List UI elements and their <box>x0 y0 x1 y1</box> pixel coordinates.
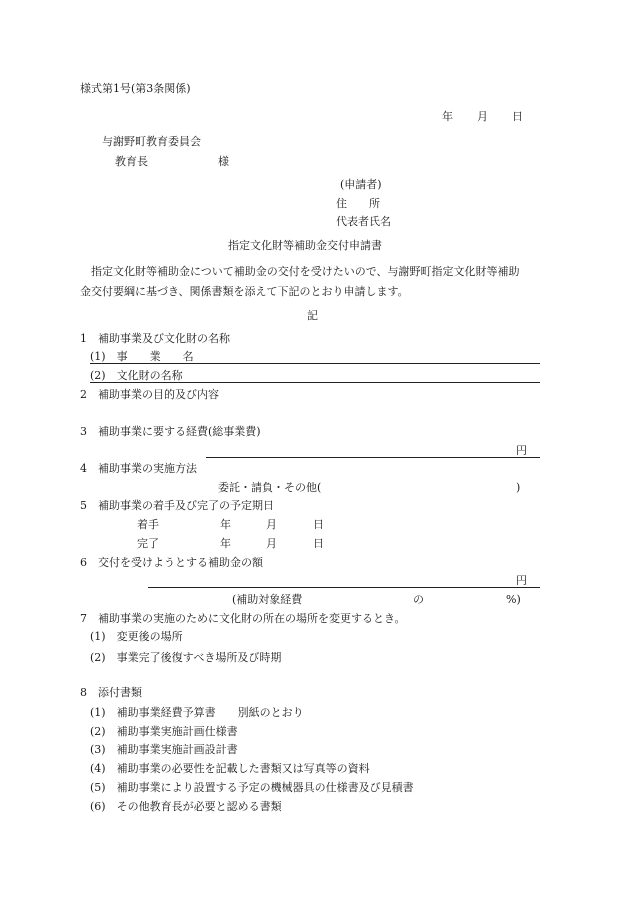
item6-no: の <box>413 593 424 606</box>
document-title: 指定文化財等補助金交付申請書 <box>228 239 382 252</box>
item1-label: 1 補助事業及び文化財の名称 <box>80 332 230 345</box>
item5-label: 5 補助事業の着手及び完了の予定期日 <box>80 499 274 512</box>
item6-basis: (補助対象経費 <box>232 593 303 606</box>
form-number: 様式第1号(第3条関係) <box>80 82 191 95</box>
intro-line-2: 金交付要綱に基づき、関係書類を添えて下記のとおり申請します。 <box>80 285 409 298</box>
item1-sub2: (2) 文化財の名称 <box>90 369 183 382</box>
item3-label: 3 補助事業に要する経費(総事業費) <box>80 425 261 438</box>
item3-yen: 円 <box>516 444 527 457</box>
item5-start-month[interactable]: 月 <box>266 518 277 531</box>
attachment-item: (4) 補助事業の必要性を記載した書類又は写真等の資料 <box>90 762 370 775</box>
addressee-org: 与謝野町教育委員会 <box>102 135 201 148</box>
item5-end-label: 完了 <box>137 537 159 550</box>
item6-label: 6 交付を受けようとする補助金の額 <box>80 556 263 569</box>
item5-start-label: 着手 <box>137 518 159 531</box>
applicant-representative-label[interactable]: 代表者氏名 <box>336 215 391 228</box>
applicant-address-label[interactable]: 住 所 <box>336 197 380 210</box>
date-year[interactable]: 年 <box>442 110 453 123</box>
item6-yen: 円 <box>516 574 527 587</box>
date-month[interactable]: 月 <box>477 110 488 123</box>
item6-percent: %) <box>506 593 521 606</box>
item5-start-day[interactable]: 日 <box>313 518 324 531</box>
item1-sub1: (1) 事 業 名 <box>90 350 194 363</box>
attachment-item: (5) 補助事業により設置する予定の機械器具の仕様書及び見積書 <box>90 781 414 794</box>
item7-label: 7 補助事業の実施のために文化財の所在の場所を変更するとき。 <box>80 612 406 625</box>
item7-sub2: (2) 事業完了後復すべき場所及び時期 <box>90 651 282 664</box>
applicant-label: (申請者) <box>340 178 382 191</box>
item1-sub2-underline[interactable] <box>90 382 540 383</box>
intro-line-1: 指定文化財等補助金について補助金の交付を受けたいので、与謝野町指定文化財等補助 <box>80 265 520 278</box>
item3-amount-line[interactable] <box>206 457 540 458</box>
attachment-item: (3) 補助事業実施計画設計書 <box>90 743 238 756</box>
attachment-item: (6) その他教育長が必要と認める書類 <box>90 800 282 813</box>
item2-label: 2 補助事業の目的及び内容 <box>80 388 219 401</box>
item5-end-month[interactable]: 月 <box>266 537 277 550</box>
item1-sub1-underline[interactable] <box>90 363 540 364</box>
item5-end-day[interactable]: 日 <box>313 537 324 550</box>
item6-amount-line[interactable] <box>148 587 540 588</box>
date-day[interactable]: 日 <box>512 110 523 123</box>
ki-heading: 記 <box>307 309 318 322</box>
item4-options[interactable]: 委託・請負・その他( <box>218 481 322 494</box>
item8-label: 8 添付書類 <box>80 686 142 699</box>
attachment-item: (2) 補助事業実施計画仕様書 <box>90 725 238 738</box>
item7-sub1: (1) 変更後の場所 <box>90 630 183 643</box>
item4-close: ) <box>516 481 521 494</box>
item4-label: 4 補助事業の実施方法 <box>80 462 197 475</box>
attachment-item: (1) 補助事業経費予算書 別紙のとおり <box>90 706 304 719</box>
addressee-sama: 様 <box>218 155 229 168</box>
item5-start-year[interactable]: 年 <box>220 518 231 531</box>
addressee-title: 教育長 <box>115 155 148 168</box>
item5-end-year[interactable]: 年 <box>220 537 231 550</box>
